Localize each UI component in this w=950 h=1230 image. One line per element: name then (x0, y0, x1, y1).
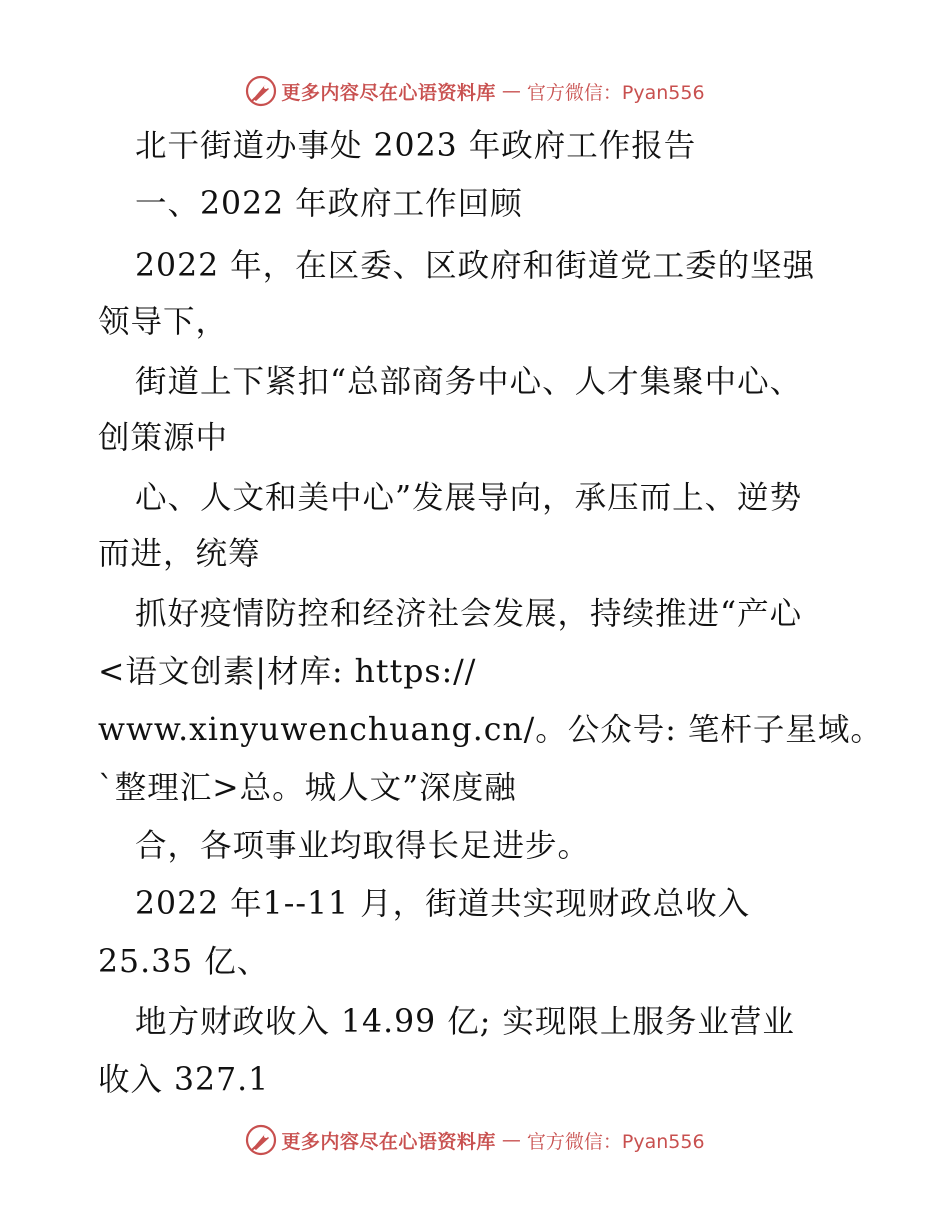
banner-contact: 官方微信：Pyan556 (526, 1130, 705, 1153)
banner-contact: 官方微信：Pyan556 (526, 81, 705, 104)
body-line: 合，各项事业均取得长足进步。 (135, 828, 591, 864)
body-line: 心、人文和美中心”发展导向，承压而上、逆势 (135, 480, 803, 516)
banner-separator: — (501, 80, 521, 102)
banner-text: 更多内容尽在心语资料库 (281, 1130, 496, 1153)
document-title: 北干街道办事处 2023 年政府工作报告 (135, 128, 697, 164)
body-line: 抓好疫情防控和经济社会发展，持续推进“产心 (135, 596, 803, 632)
body-line: 2022 年1--11 月，街道共实现财政总收入 (135, 886, 751, 922)
pen-nib-logo-icon (245, 75, 277, 107)
pen-nib-logo-icon (245, 1124, 277, 1156)
banner-separator: — (501, 1129, 521, 1151)
banner-text: 更多内容尽在心语资料库 (281, 81, 496, 104)
body-line: 25.35 亿、 (98, 944, 270, 980)
body-line: www.xinyuwenchuang.cn/。公众号: 笔杆子星域。 (98, 712, 883, 748)
body-line: 2022 年，在区委、区政府和街道党工委的坚强 (135, 248, 816, 284)
body-line: 收入 327.1 (98, 1062, 270, 1098)
body-line: <语文创素|材库: https:// (98, 654, 477, 690)
body-line: 地方财政收入 14.99 亿; 实现限上服务业营业 (135, 1004, 795, 1040)
body-line: 而进，统筹 (98, 536, 261, 572)
footer-banner (0, 1120, 950, 1160)
body-line: 创策源中 (98, 420, 229, 456)
banner-inner (245, 75, 704, 107)
body-line: 街道上下紧扣“总部商务中心、人才集聚中心、 (135, 364, 803, 400)
section-heading: 一、2022 年政府工作回顾 (135, 186, 523, 222)
header-banner (0, 71, 950, 111)
body-line: 领导下， (98, 304, 229, 340)
body-line: `整理汇>总。城人文”深度融 (98, 770, 517, 806)
banner-inner (245, 1124, 704, 1156)
